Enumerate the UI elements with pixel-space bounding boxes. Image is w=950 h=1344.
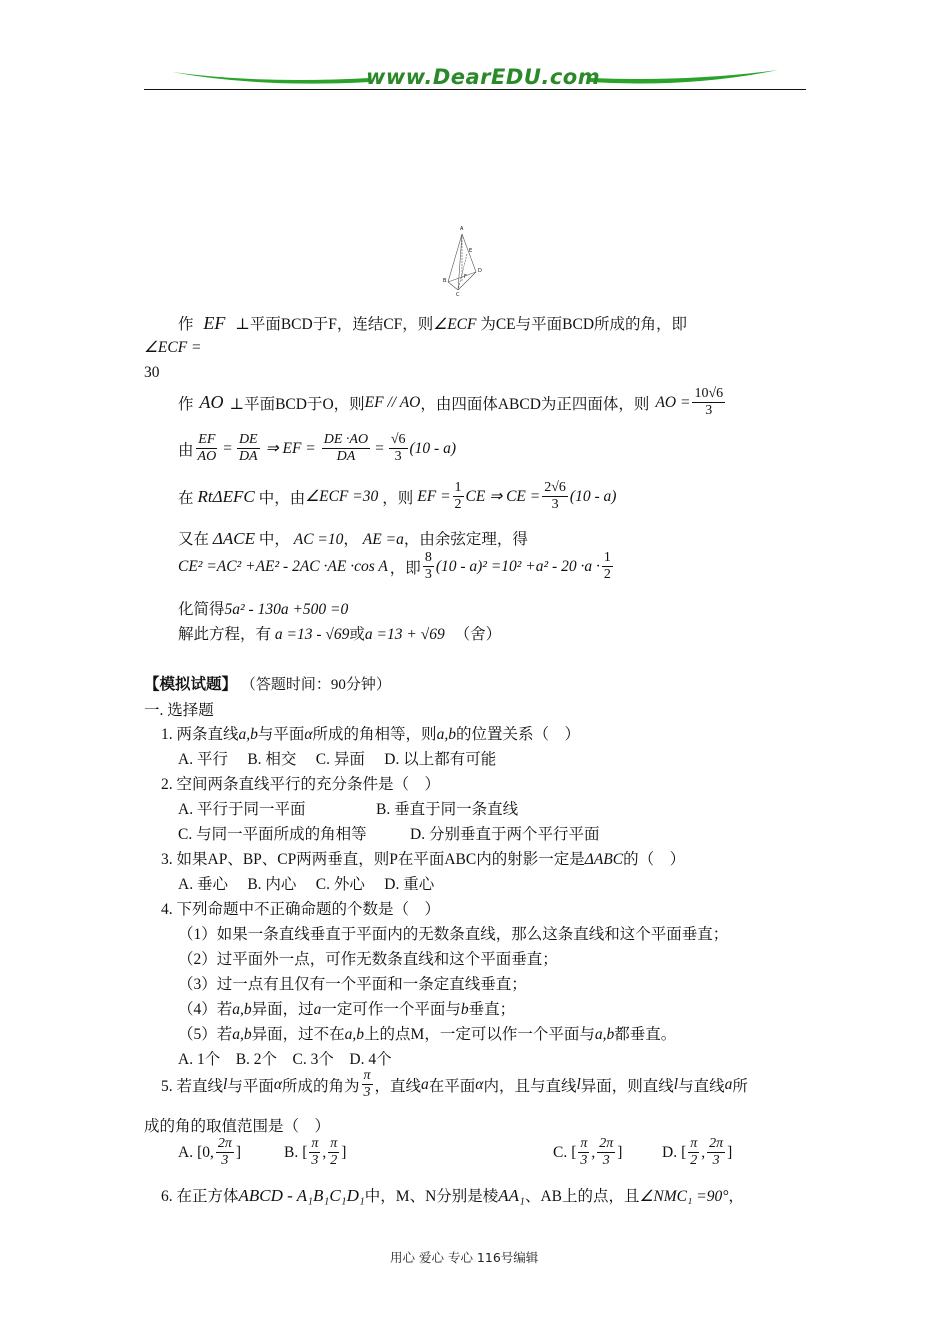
text: B. xyxy=(284,1143,299,1161)
text: 的（ ） xyxy=(623,851,686,868)
question-5-option-b xyxy=(284,1136,346,1169)
part-heading: 一. 选择题 xyxy=(144,702,214,719)
text: [0, xyxy=(197,1143,214,1161)
fraction: $\frac{DE}{DA}$ xyxy=(238,432,258,465)
text: 垂直； xyxy=(468,1001,516,1018)
question-1 xyxy=(161,722,580,744)
question-4: 4. 下列命题中不正确命题的个数是（ ） xyxy=(161,901,441,918)
text: （4）若 xyxy=(178,1001,233,1018)
text: 中，由 xyxy=(258,489,306,507)
question-5-option-c xyxy=(553,1136,622,1169)
fraction: $\frac{2\pi}{3}$ xyxy=(599,1136,614,1169)
text: 中，M、N分别是棱 xyxy=(364,1188,499,1205)
math-parallel: EF // AO xyxy=(364,393,421,411)
solution-line-3: 30 xyxy=(144,364,160,381)
section-heading xyxy=(144,672,391,694)
text: 5a² - 130a +500 =0 xyxy=(224,601,349,618)
figure-label-f: F xyxy=(464,274,467,280)
question-4-statement-5 xyxy=(178,1022,676,1044)
question-4-options: A. 1个 B. 2个 C. 3个 D. 4个 xyxy=(178,1051,392,1068)
question-1-options: A. 平行 B. 相交 C. 异面 D. 以上都有可能 xyxy=(178,751,497,768)
text: 、AB上的点，且 xyxy=(524,1188,640,1205)
fraction: $\frac{\pi}{2}$ xyxy=(330,1136,338,1169)
text: ] xyxy=(235,1143,242,1161)
math: AA₁ xyxy=(498,1186,525,1205)
text: C. xyxy=(553,1143,568,1161)
math-tri: RtΔEFC xyxy=(197,486,255,506)
text: 异面，过不在 xyxy=(251,1026,345,1043)
text: 都垂直。 xyxy=(614,1026,677,1043)
fraction: $\frac{2\pi}{3}$ xyxy=(217,1136,232,1169)
solution-line-7 xyxy=(178,527,528,549)
text: a =13 + √69 xyxy=(364,626,445,643)
math: a,b xyxy=(344,1026,365,1043)
solution-line-2: ∠ECF = xyxy=(144,339,202,356)
question-2-option-b: B. 垂直于同一条直线 xyxy=(376,801,519,818)
math: l xyxy=(673,1075,679,1093)
text: CE² =AC² +AE² - 2AC ·AE ·cos A xyxy=(178,557,388,575)
text: = xyxy=(223,439,232,457)
math-ef: EF xyxy=(203,313,226,333)
question-2-option-c: C. 与同一平面所成的角相等 xyxy=(178,826,367,843)
text: ] xyxy=(617,1143,623,1161)
math: b xyxy=(460,1001,469,1018)
math: a xyxy=(724,1075,733,1093)
text: 6. 在正方体 xyxy=(161,1188,239,1205)
text: ] xyxy=(341,1143,347,1161)
text: ， xyxy=(343,531,359,548)
fraction: $\frac{1}{2}$ xyxy=(603,550,611,583)
math-ao-eq: AO = xyxy=(655,393,691,411)
text: ⊥平面BCD于F，连结CF，则 xyxy=(235,316,434,333)
text: ，直线 xyxy=(374,1077,422,1095)
math: a,b xyxy=(594,1026,615,1043)
text: (10 - a) xyxy=(409,439,457,457)
text: (10 - a)² =10² +a² - 20 ·a · xyxy=(435,557,600,575)
question-5 xyxy=(161,1068,748,1101)
fraction: $\frac{2√6}{3}$ xyxy=(544,480,566,513)
text: 解此方程，有 xyxy=(178,626,272,643)
text: [ xyxy=(681,1143,687,1161)
text: (10 - a) xyxy=(569,487,617,505)
figure-label-d: D xyxy=(478,268,482,274)
fraction: $\frac{8}{3}$ xyxy=(424,550,432,583)
question-4-statement-2: （2）过平面外一点，可作无数条直线和这个平面垂直； xyxy=(178,951,558,968)
fraction: $\frac{\pi}{2}$ xyxy=(690,1136,698,1169)
text: ] xyxy=(727,1143,733,1161)
text: ，则 xyxy=(382,489,414,507)
math: l xyxy=(576,1075,581,1093)
text: 所成的角为 xyxy=(281,1077,360,1095)
figure-label-e: E xyxy=(469,248,473,254)
fraction: $\frac{\pi}{3}$ xyxy=(580,1136,588,1169)
math: α xyxy=(273,1075,282,1093)
math: α xyxy=(304,726,313,743)
math-tri: ΔACE xyxy=(212,529,255,548)
fraction: $\frac{2\pi}{3}$ xyxy=(709,1136,724,1169)
question-3-options: A. 垂心 B. 内心 C. 外心 D. 重心 xyxy=(178,876,435,893)
math: ΔABC xyxy=(584,851,624,868)
header-rule xyxy=(144,89,806,90)
text: 5. 若直线 xyxy=(161,1077,224,1095)
text: 1. 两条直线 xyxy=(161,726,239,743)
solution-line-5 xyxy=(178,432,456,465)
text: , xyxy=(701,1143,706,1161)
figure-label-c: C xyxy=(456,292,460,298)
question-5-line-2: 成的角的取值范围是（ ） xyxy=(144,1118,331,1135)
math-angle: ∠ECF xyxy=(433,316,477,333)
math: a xyxy=(421,1075,429,1093)
section-time: （答题时间：90分钟） xyxy=(240,677,391,693)
text: ，由余弦定理，得 xyxy=(403,531,528,548)
text: 内，且与直线 xyxy=(483,1077,577,1095)
text: 由 xyxy=(178,441,194,459)
math: a xyxy=(313,1001,322,1018)
text: 与平面 xyxy=(227,1077,274,1095)
question-2: 2. 空间两条直线平行的充分条件是（ ） xyxy=(161,776,441,793)
page-footer: 用心 爱心 专心 116号编辑 xyxy=(390,1250,539,1265)
math: ∠NMC₁ =90° xyxy=(639,1188,729,1205)
figure-label-a: A xyxy=(460,226,464,232)
text: 与直线 xyxy=(678,1077,725,1095)
text: ， xyxy=(728,1188,744,1205)
text: 异面，则直线 xyxy=(580,1077,674,1095)
text: 所成的角相等，则 xyxy=(312,726,437,743)
text: 在平面 xyxy=(428,1077,476,1095)
fraction: $\frac{\pi}{3}$ xyxy=(363,1068,371,1101)
text: 与平面 xyxy=(257,726,305,743)
fraction: $\frac{\pi}{3}$ xyxy=(311,1136,319,1169)
text: 作 xyxy=(178,316,194,333)
text: 上的点M，一定可以作一个平面与 xyxy=(364,1026,595,1043)
math-angle: ∠ECF =30 xyxy=(305,488,379,506)
text: AE =a xyxy=(362,531,404,548)
question-4-statement-4 xyxy=(178,997,515,1019)
text: 化简得 xyxy=(178,601,225,618)
tetrahedron-figure xyxy=(440,226,486,300)
text: （舍） xyxy=(454,626,502,643)
text: （5）若 xyxy=(178,1026,233,1043)
text: = xyxy=(375,439,384,457)
math: a,b xyxy=(238,726,258,743)
solution-line-9 xyxy=(178,597,348,619)
text: [ xyxy=(571,1143,577,1161)
text: CE ⇒ CE = xyxy=(465,488,541,506)
text: 3. 如果AP、BP、CP两两垂直，则P在平面ABC内的射影一定是 xyxy=(161,851,585,868)
text: ⇒ EF = xyxy=(265,440,316,458)
question-3 xyxy=(161,847,685,869)
question-2-option-a: A. 平行于同一平面 xyxy=(178,801,306,818)
text: 所 xyxy=(732,1077,748,1095)
text: 或 xyxy=(349,626,365,643)
section-title: 【模拟试题】 xyxy=(144,675,238,693)
question-2-option-d: D. 分别垂直于两个平行平面 xyxy=(410,826,600,843)
solution-line-10 xyxy=(178,622,501,644)
math: ABCD - A₁B₁C₁D₁ xyxy=(238,1186,365,1205)
solution-line-1 xyxy=(178,312,687,334)
text: 在 xyxy=(178,489,194,507)
math: a,b xyxy=(436,726,456,743)
question-4-statement-3: （3）过一点有且仅有一个平面和一条定直线垂直； xyxy=(178,976,527,993)
question-6 xyxy=(161,1184,744,1206)
fraction: $\frac{EF}{AO}$ xyxy=(197,432,217,465)
fraction: $\frac{1}{2}$ xyxy=(454,480,462,513)
text: EF = xyxy=(417,487,451,505)
question-4-statement-1: （1）如果一条直线垂直于平面内的无数条直线，那么这条直线和这个平面垂直； xyxy=(178,926,729,943)
text: 又在 xyxy=(178,531,210,548)
text: 中， xyxy=(258,531,290,548)
header-logo xyxy=(170,62,780,92)
figure-label-b: B xyxy=(443,278,447,284)
text: 的位置关系（ ） xyxy=(455,726,580,743)
logo-text: www.DearEDU.com xyxy=(366,65,601,89)
solution-line-4 xyxy=(178,386,727,419)
math: a,b xyxy=(232,1026,252,1043)
math: α xyxy=(475,1075,484,1093)
fraction: $\frac{√6}{3}$ xyxy=(390,432,406,465)
text: 异面，过 xyxy=(251,1001,314,1018)
text: AC =10 xyxy=(293,531,344,548)
solution-line-6 xyxy=(178,480,616,513)
solution-line-8 xyxy=(178,550,615,583)
text: a =13 - √69 xyxy=(274,626,350,643)
text: , xyxy=(591,1143,596,1161)
math-ao: AO xyxy=(199,392,224,413)
fraction: $\frac{10√6}{3}$ xyxy=(694,386,724,419)
text: , xyxy=(322,1143,327,1161)
fraction: $\frac{DE \cdot AO}{DA}$ xyxy=(323,432,369,465)
math: l xyxy=(223,1075,228,1093)
text: ，即 xyxy=(389,559,421,577)
text: [ xyxy=(302,1143,308,1161)
question-5-option-a xyxy=(178,1136,241,1169)
text: A. xyxy=(178,1143,194,1161)
text: ⊥平面BCD于O，则 xyxy=(229,395,365,413)
text: ，由四面体ABCD为正四面体，则 xyxy=(420,395,650,413)
math: a,b xyxy=(232,1001,252,1018)
question-5-option-d xyxy=(662,1136,732,1169)
text: 一定可作一个平面与 xyxy=(321,1001,461,1018)
text: D. xyxy=(662,1143,678,1161)
text: 作 xyxy=(178,395,194,413)
text: 为CE与平面BCD所成的角，即 xyxy=(480,316,688,333)
